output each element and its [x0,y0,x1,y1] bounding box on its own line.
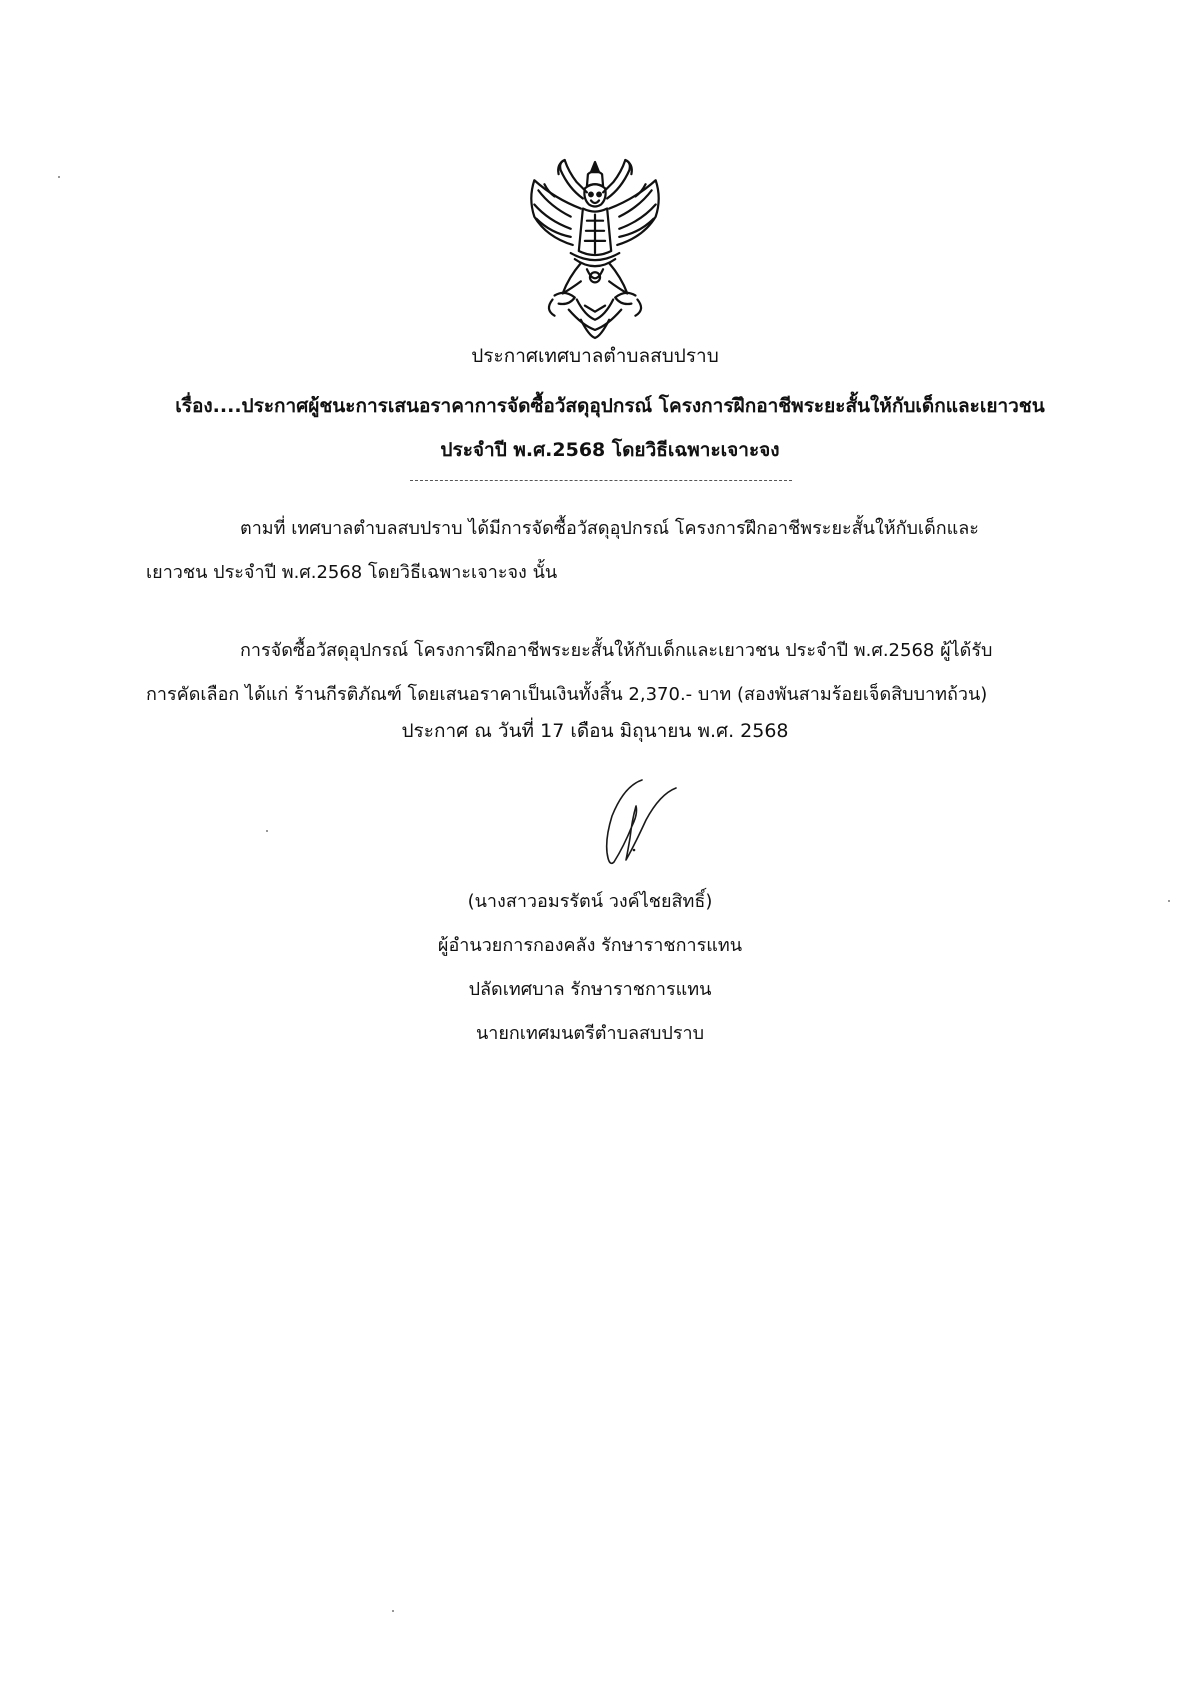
scan-speck [392,1610,394,1612]
scan-speck [1168,900,1170,902]
handwritten-signature-icon [590,776,680,872]
paragraph-2-line-1: การจัดซื้อวัสดุอุปกรณ์ โครงการฝึกอาชีพระยะสั้นให้กับเด็กและเยาวชน ประจำปี พ.ศ.2568 ผู้ได้รับ [240,640,993,661]
paragraph-1-line-2: เยาวชน ประจำปี พ.ศ.2568 โดยวิธีเฉพาะเจาะจง นั้น [146,562,558,583]
signatory-position-1: ผู้อำนวยการกองคลัง รักษาราชการแทน [437,935,743,956]
signatory-name: (นางสาวอมรรัตน์ วงค์ไชยสิทธิ์) [467,891,713,912]
paragraph-2-line-2: การคัดเลือก ได้แก่ ร้านกีรติภัณฑ์ โดยเสนอราคาเป็นเงินทั้งสิ้น 2,370.- บาท (สองพันสามร้อยเจ็ดสิบบาทถ้วน) [146,684,988,705]
paragraph-2 [146,629,1072,717]
announcement-subject [150,384,1070,472]
subject-line-1: เรื่อง....ประกาศผู้ชนะการเสนอราคาการจัดซื้อวัสดุอุปกรณ์ โครงการฝึกอาชีพระยะสั้นให้กับเด็กและเยาวชน [175,395,1045,417]
signatory-block [380,880,800,1056]
signatory-position-2: ปลัดเทศบาล รักษาราชการแทน [468,979,712,1000]
announcement-date: ประกาศ ณ วันที่ 17 เดือน มิถุนายน พ.ศ. 2568 [401,720,789,742]
paragraph-1 [146,507,1072,595]
scan-speck [266,830,268,832]
paragraph-1-line-1: ตามที่ เทศบาลตำบลสบปราบ ได้มีการจัดซื้อวัสดุอุปกรณ์ โครงการฝึกอาชีพระยะสั้นให้กับเด็กและ [240,518,979,539]
issuer-title: ประกาศเทศบาลตำบลสบปราบ [471,345,719,367]
header-divider [410,480,792,481]
scan-speck [58,176,60,178]
subject-line-2: ประจำปี พ.ศ.2568 โดยวิธีเฉพาะเจาะจง [440,439,780,461]
signatory-position-3: นายกเทศมนตรีตำบลสบปราบ [475,1023,705,1044]
garuda-emblem-icon [524,158,666,340]
